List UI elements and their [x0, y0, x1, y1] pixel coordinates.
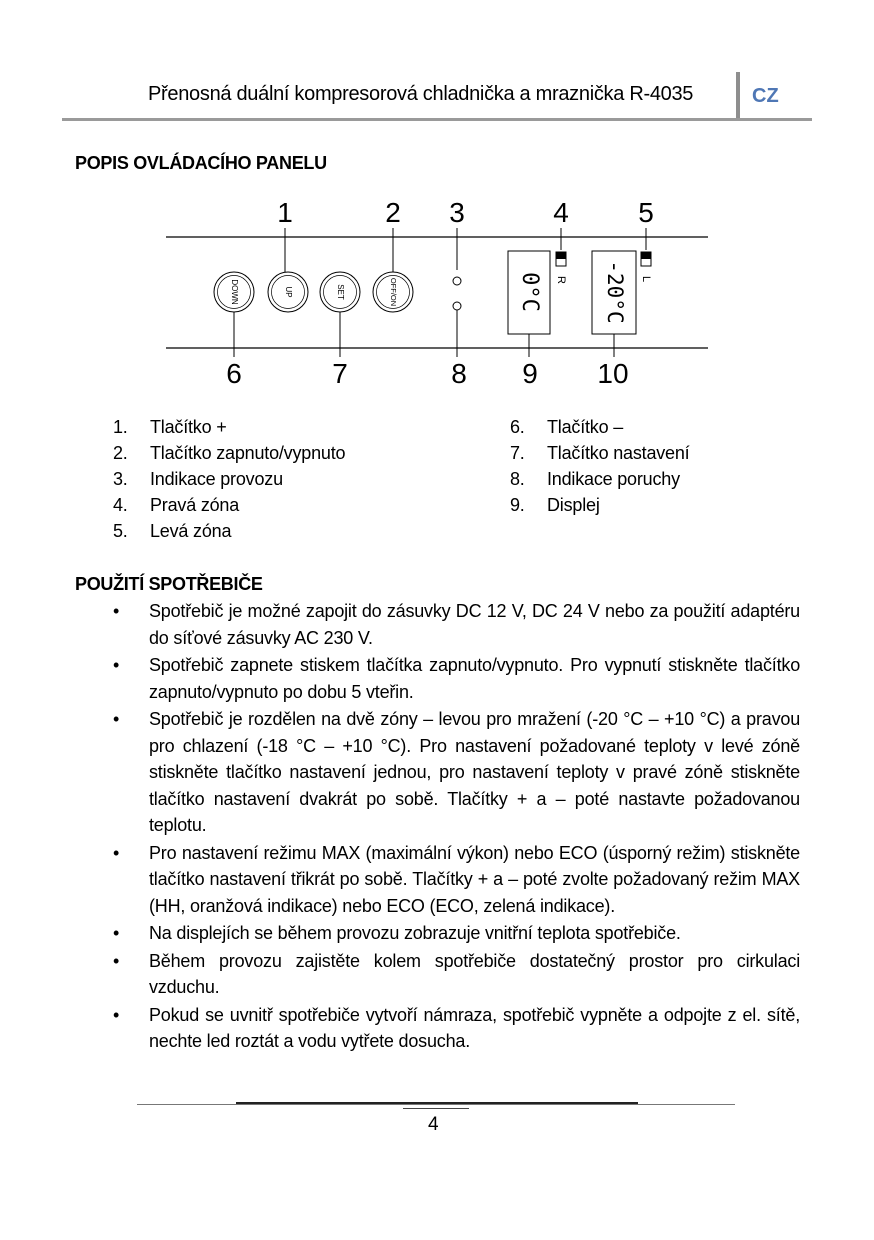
- legend-number: 1.: [113, 417, 128, 437]
- callout-number-4: 4: [553, 197, 569, 228]
- list-item: [75, 706, 800, 839]
- legend-number: 5.: [113, 521, 128, 541]
- set-button: [320, 272, 360, 312]
- legend-item-7: [510, 443, 689, 464]
- legend-text: Pravá zóna: [150, 495, 240, 515]
- header-divider: [736, 72, 740, 120]
- list-item: [75, 948, 800, 1001]
- set-button-label: SET: [335, 284, 345, 300]
- section-heading-panel: POPIS OVLÁDACÍHO PANELU: [75, 153, 327, 173]
- callout-number-3: 3: [449, 197, 465, 228]
- list-item: [75, 1002, 800, 1055]
- list-item-text: Na displejích se během provozu zobrazuje vnitřní teplota spotřebiče.: [149, 923, 681, 943]
- footer-rule-short: [403, 1108, 469, 1109]
- legend-text: Indikace provozu: [150, 469, 283, 489]
- legend-number: 8.: [510, 469, 525, 489]
- legend-item-9: [510, 495, 600, 516]
- callout-number-7: 7: [332, 358, 348, 389]
- bullet-icon: •: [113, 655, 120, 675]
- document-title: Přenosná duální kompresorová chladnička a mraznička R-4035: [148, 83, 694, 105]
- right-display-value: 0°C: [517, 272, 542, 312]
- callout-number-9: 9: [522, 358, 538, 389]
- control-panel-diagram: [160, 195, 716, 395]
- down-button-label: DOWN: [229, 279, 239, 305]
- legend-number: 3.: [113, 469, 128, 489]
- language-tag: CZ: [752, 85, 779, 107]
- callout-number-8: 8: [451, 358, 467, 389]
- legend-item-2: [113, 443, 345, 464]
- list-item-text: Spotřebič je možné zapojit do zásuvky DC 12 V, DC 24 V nebo za použití adaptéru do síťové zásuvky AC 230 V.: [149, 601, 800, 648]
- legend-item-4: [113, 495, 239, 516]
- up-button-label: UP: [283, 286, 293, 298]
- operation-indicator-led: [453, 277, 461, 285]
- left-zone-label: L: [640, 275, 653, 283]
- fault-indicator-led: [453, 302, 461, 310]
- legend-number: 4.: [113, 495, 128, 515]
- legend-text: Levá zóna: [150, 521, 232, 541]
- list-item-text: Pro nastavení režimu MAX (maximální výkon) nebo ECO (úsporný režim) stiskněte tlačítko nastavení třikrát po sobě. Tlačítky + a – poté zvolte požadovaný režim MAX (HH, oranžová indikace) nebo ECO (ECO, zelená indikace).: [149, 842, 800, 916]
- legend-item-1: [113, 417, 227, 438]
- footer-rule: [137, 1104, 735, 1105]
- list-item: [75, 920, 800, 947]
- bullet-icon: •: [113, 950, 120, 971]
- legend-number: 2.: [113, 443, 128, 463]
- callout-number-1: 1: [277, 197, 293, 228]
- callout-number-6: 6: [226, 358, 242, 389]
- list-item: [75, 652, 800, 705]
- bullet-icon: •: [113, 709, 120, 729]
- list-item-text: Spotřebič zapnete stiskem tlačítka zapnuto/vypnuto. Pro vypnutí stiskněte tlačítko zapnuto/vypnuto po dobu 5 vteřin.: [149, 655, 800, 702]
- legend-item-8: [510, 469, 680, 490]
- bullet-icon: •: [113, 601, 120, 621]
- legend-item-3: [113, 469, 283, 490]
- callout-number-5: 5: [638, 197, 654, 228]
- on-off-button: [373, 272, 413, 312]
- section-heading-usage: POUŽITÍ SPOTŘEBIČE: [75, 574, 263, 594]
- down-button: [214, 272, 254, 312]
- legend-text: Indikace poruchy: [547, 469, 680, 489]
- footer-rule-bold: [236, 1102, 638, 1104]
- legend-number: 6.: [510, 417, 525, 437]
- up-button: [268, 272, 308, 312]
- left-zone-indicator-icon: [641, 252, 651, 266]
- legend-text: Displej: [547, 495, 600, 515]
- list-item-text: Během provozu zajistěte kolem spotřebiče dostatečný prostor pro cirkulaci vzduchu.: [149, 950, 800, 997]
- header-rule: [62, 118, 812, 121]
- bullet-icon: •: [113, 842, 120, 863]
- legend-number: 7.: [510, 443, 525, 463]
- legend-text: Tlačítko nastavení: [547, 443, 690, 463]
- legend-text: Tlačítko +: [150, 417, 227, 437]
- list-item-text: Pokud se uvnitř spotřebiče vytvoří námraza, spotřebič vypněte a odpojte z el. sítě, nechte led roztát a vodu vytřete dosucha.: [149, 1004, 800, 1051]
- legend-number: 9.: [510, 495, 525, 515]
- bullet-icon: •: [113, 1004, 120, 1025]
- left-display-value: -20°C: [603, 260, 627, 324]
- usage-instructions-list: [75, 598, 800, 1056]
- legend-item-5: [113, 521, 231, 542]
- callout-number-10: 10: [597, 358, 629, 389]
- list-item-text: Spotřebič je rozdělen na dvě zóny – levou pro mražení (-20 °C – +10 °C) a pravou pro chlazení (-18 °C – +10 °C). Pro nastavení požadované teploty v levé zóně stiskněte tlačítko nastavení jednou, pro nastavení teploty v pravé zóně stiskněte tlačítko nastavení dvakrát po sobě. Tlačítky + a – poté nastavte požadovanou teplotu.: [149, 709, 800, 835]
- right-zone-label: R: [555, 276, 568, 284]
- list-item: [75, 598, 800, 651]
- list-item: [75, 840, 800, 920]
- page-number: 4: [428, 1114, 439, 1135]
- callout-number-2: 2: [385, 197, 401, 228]
- legend-text: Tlačítko zapnuto/vypnuto: [150, 443, 346, 463]
- legend-item-6: [510, 417, 623, 438]
- bullet-icon: •: [113, 923, 120, 943]
- on-off-button-label: OFF/ON: [389, 277, 399, 307]
- legend-text: Tlačítko –: [547, 417, 624, 437]
- right-zone-indicator-icon: [556, 252, 566, 266]
